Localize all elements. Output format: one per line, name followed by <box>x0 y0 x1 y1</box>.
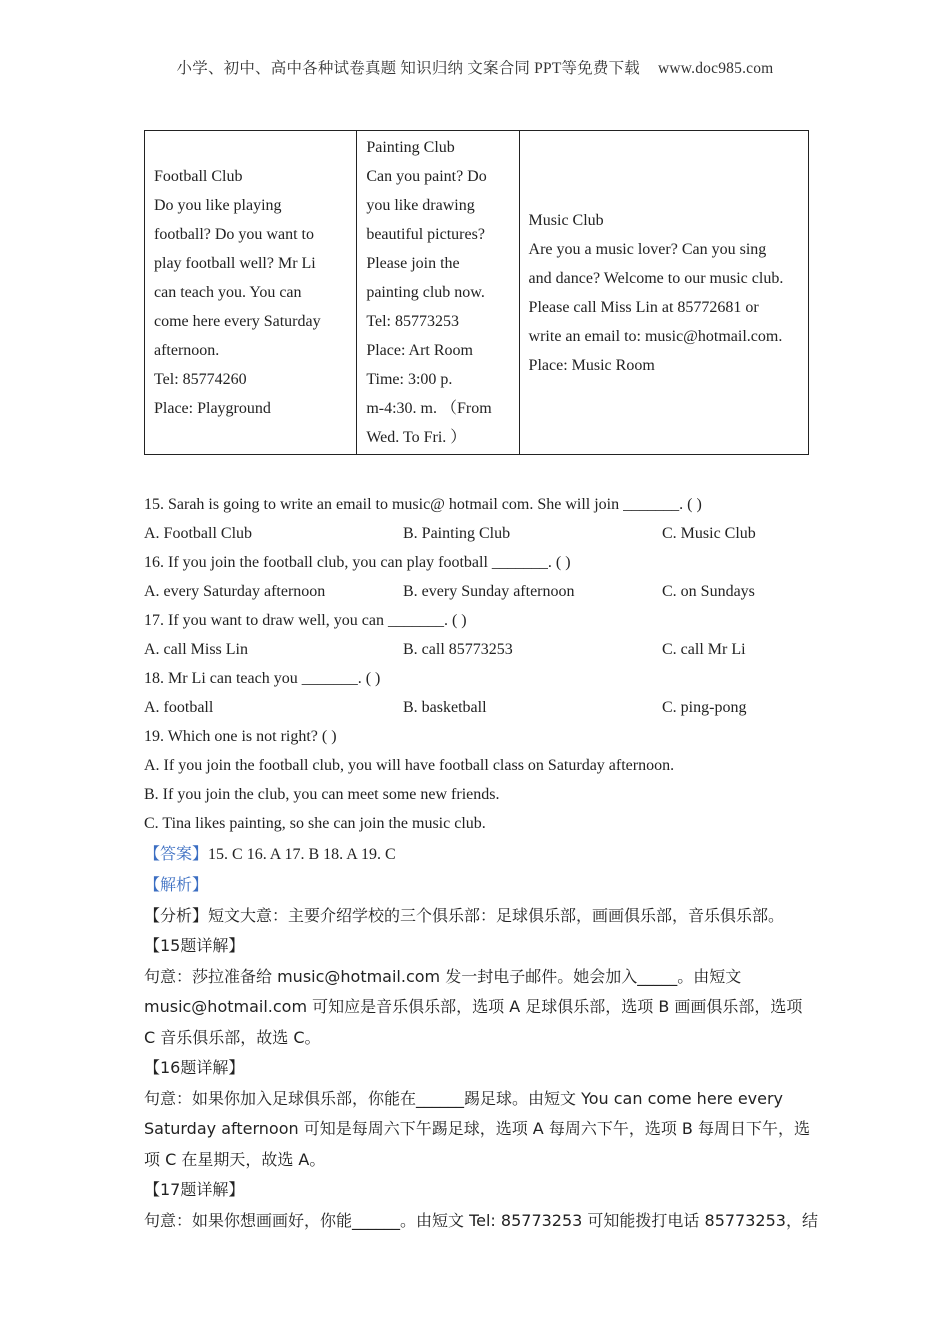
question-17-options <box>144 635 824 664</box>
music-club-cell <box>519 131 808 455</box>
football-club-text: can teach you. You can <box>154 284 302 301</box>
page-header <box>0 56 950 78</box>
answer-label: 【答案】 <box>144 844 209 863</box>
analysis-label: 【解析】 <box>144 875 209 894</box>
question-16-stem: 16. If you join the football club, you can play football _______. ( ) <box>144 554 571 571</box>
painting-club-text: Can you paint? Do <box>366 168 487 185</box>
painting-club-title: Painting Club <box>366 139 455 156</box>
option-c: C. Music Club <box>662 525 756 542</box>
option-b: B. basketball <box>403 699 487 716</box>
football-club-title: Football Club <box>154 168 243 185</box>
painting-club-time: Time: 3:00 p. <box>366 371 453 388</box>
football-club-text: afternoon. <box>154 342 220 359</box>
detail-15-text: C 音乐俱乐部，故选 C。 <box>144 1027 321 1047</box>
question-19-option-b: B. If you join the club, you can meet some new friends. <box>144 786 500 803</box>
option-a: A. Football Club <box>144 525 253 542</box>
detail-16-text: Saturday afternoon 可知是每周六下午踢足球，选项 A 每周六下午，选项 B 每周日下午，选 <box>144 1119 810 1138</box>
option-b: B. every Sunday afternoon <box>403 583 575 600</box>
clubs-table <box>144 130 809 455</box>
option-c: C. on Sundays <box>662 583 755 600</box>
option-b: B. Painting Club <box>403 525 511 542</box>
detail-15-text: 句意：莎拉准备给 music@hotmail.com 发一封电子邮件。她会加入_____。由短文 <box>144 966 742 986</box>
question-17-stem: 17. If you want to draw well, you can _______. ( ) <box>144 612 467 629</box>
answer-line <box>144 839 824 870</box>
detail-16-text: 句意：如果你加入足球俱乐部，你能在______踢足球。由短文 You can come here every <box>144 1088 784 1108</box>
music-club-title: Music Club <box>528 211 604 229</box>
option-c: C. ping-pong <box>662 699 747 716</box>
painting-club-cell <box>357 131 519 455</box>
music-club-place: Place: Music Room <box>528 356 655 374</box>
option-a: A. football <box>144 699 214 716</box>
music-club-text: Are you a music lover? Can you sing <box>528 240 767 258</box>
painting-club-text: you like drawing <box>366 197 475 214</box>
football-club-text: play football well? Mr Li <box>154 255 316 272</box>
question-19-option-c: C. Tina likes painting, so she can join the music club. <box>144 815 486 832</box>
detail-16-text: 项 C 在星期天，故选 A。 <box>144 1149 326 1169</box>
football-club-text: Do you like playing <box>154 197 282 214</box>
football-club-cell <box>145 131 357 455</box>
header-url: www.doc985.com <box>657 60 774 77</box>
painting-club-time: Wed. To Fri. ） <box>366 429 467 446</box>
football-club-text: come here every Saturday <box>154 313 321 330</box>
answer-text: 15. C 16. A 17. B 18. A 19. C <box>208 846 396 863</box>
question-15-stem: 15. Sarah is going to write an email to music@ hotmail com. She will join _______. ( ) <box>144 496 702 513</box>
detail-15-heading: 【15题详解】 <box>144 936 245 955</box>
questions-section <box>144 490 824 1236</box>
analysis-section <box>144 870 824 1236</box>
painting-club-tel: Tel: 85773253 <box>366 313 459 330</box>
music-club-text: Please call Miss Lin at 85772681 or <box>528 298 759 316</box>
football-club-place: Place: Playground <box>154 400 271 417</box>
question-19-option-a: A. If you join the football club, you will have football class on Saturday afternoon. <box>144 757 675 774</box>
painting-club-text: Please join the <box>366 255 460 272</box>
music-club-text: write an email to: music@hotmail.com. <box>528 327 783 345</box>
painting-club-time: m-4:30. m. （From <box>366 400 492 417</box>
header-text: 小学、初中、高中各种试卷真题 知识归纳 文案合同 PPT等免费下载 <box>176 60 640 77</box>
detail-17-heading: 【17题详解】 <box>144 1180 245 1199</box>
painting-club-text: beautiful pictures? <box>366 226 485 243</box>
option-b: B. call 85773253 <box>403 641 513 658</box>
option-c: C. call Mr Li <box>662 641 746 658</box>
football-club-tel: Tel: 85774260 <box>154 371 247 388</box>
painting-club-text: painting club now. <box>366 284 485 301</box>
analysis-summary: 【分析】短文大意：主要介绍学校的三个俱乐部：足球俱乐部，画画俱乐部，音乐俱乐部。 <box>144 905 785 925</box>
detail-15-text: music@hotmail.com 可知应是音乐俱乐部，选项 A 足球俱乐部，选项 B 画画俱乐部，选项 <box>144 997 803 1016</box>
music-club-text: and dance? Welcome to our music club. <box>528 269 784 287</box>
detail-17-text: 句意：如果你想画画好，你能______。由短文 Tel: 85773253 可知能拨打电话 85773253，结 <box>144 1210 818 1230</box>
question-15-options <box>144 519 824 548</box>
question-18-stem: 18. Mr Li can teach you _______. ( ) <box>144 670 381 687</box>
football-club-text: football? Do you want to <box>154 226 314 243</box>
question-18-options <box>144 693 824 722</box>
option-a: A. every Saturday afternoon <box>144 583 326 600</box>
question-19-stem: 19. Which one is not right? ( ) <box>144 728 337 745</box>
detail-16-heading: 【16题详解】 <box>144 1058 245 1077</box>
painting-club-place: Place: Art Room <box>366 342 473 359</box>
question-16-options <box>144 577 824 606</box>
option-a: A. call Miss Lin <box>144 641 248 658</box>
